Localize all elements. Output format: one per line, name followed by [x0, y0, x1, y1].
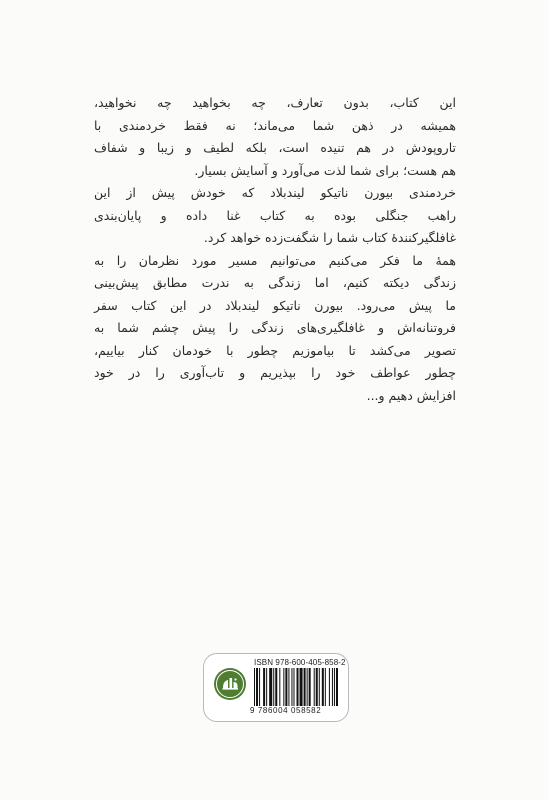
barcode-bar [316, 668, 318, 706]
barcode-bar [329, 668, 330, 706]
text-line: فروتنانه‌اش و غافلگیری‌های زندگی را پیش چشم شما به [94, 320, 456, 335]
barcode-bar [259, 668, 260, 706]
barcode-bar [319, 668, 320, 706]
barcode-bar [288, 668, 289, 706]
barcode-bar [273, 668, 274, 706]
text-line: تصویر می‌کشد تا بیاموزیم چطور با خودمان کنار بیاییم، [94, 342, 456, 358]
barcode-bar [307, 668, 308, 706]
barcode-panel [203, 653, 349, 722]
text-line: این کتاب، بدون تعارف، چه بخواهید چه نخواهید، [94, 95, 456, 110]
circle-logo-icon [213, 667, 247, 701]
blurb-text [94, 92, 456, 407]
isbn-label: ISBN 978-600-405-858-2 [254, 658, 346, 667]
text-line: هم هست؛ برای شما لذت می‌آورد و آسایش بسیار. [194, 162, 456, 178]
barcode-bar [309, 668, 311, 706]
barcode-bar [322, 668, 324, 706]
text-line: همهٔ ما فکر می‌کنیم می‌توانیم مسیر مورد نظرمان را به [94, 252, 456, 268]
barcode [254, 668, 338, 706]
barcode-bar [283, 668, 284, 706]
barcode-bar [304, 668, 306, 706]
barcode-digits: 9 786004 058582 [250, 706, 322, 715]
text-line: راهب جنگلی بوده به کتاب غنا داده و پایان‌بندی [94, 207, 456, 223]
blurb-paragraph-1 [94, 92, 456, 182]
barcode-bar [285, 668, 287, 706]
barcode-bar [266, 668, 267, 706]
text-line: خردمندی بیورن ناتیکو لیندبلاد که خودش پیش از این [94, 185, 456, 200]
barcode-bar [254, 668, 255, 706]
barcode-bar [275, 668, 277, 706]
text-line: ما پیش می‌رود. بیورن ناتیکو لیندبلاد در این کتاب سفر [94, 297, 456, 313]
barcode-bar [269, 668, 272, 706]
barcode-bar [256, 668, 258, 706]
barcode-bar [325, 668, 326, 706]
barcode-bar [300, 668, 303, 706]
text-line: تاروپودش در هم تنیده است، بلکه لطیف و زیبا و شفاف [94, 140, 456, 155]
blurb-paragraph-3 [94, 250, 456, 408]
barcode-bar [297, 668, 299, 706]
text-line: چطور عواطف خود را بپذیریم و تاب‌آوری را در خود [94, 365, 456, 380]
barcode-bar [263, 668, 265, 706]
barcode-bar [336, 668, 338, 706]
barcode-bar [314, 668, 315, 706]
barcode-bar [332, 668, 333, 706]
barcode-bar [293, 668, 294, 706]
text-line: همیشه در ذهن شما می‌ماند؛ نه فقط خردمندی با [94, 117, 456, 133]
text-line: افزایش دهیم و... [366, 387, 456, 403]
barcode-bar [279, 668, 280, 706]
text-line: زندگی دیکته کنیم، اما زندگی به ندرت مطابق پیش‌بینی [94, 275, 456, 290]
barcode-bar [291, 668, 292, 706]
barcode-bar [334, 668, 335, 706]
blurb-paragraph-2 [94, 182, 456, 250]
text-line: غافلگیرکنندهٔ کتاب شما را شگفت‌زده خواهد کرد. [203, 230, 456, 245]
